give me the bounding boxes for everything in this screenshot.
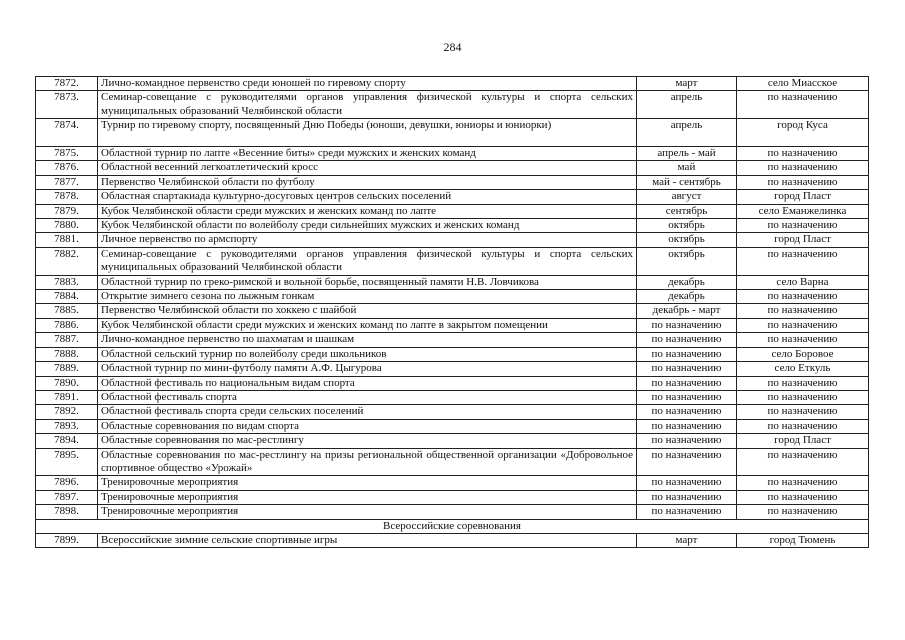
event-place: город Тюмень xyxy=(737,533,869,547)
event-name: Семинар-совещание с руководителями органов управления физической культуры и спорта сельских муниципальных образований Челябинской области xyxy=(98,247,637,275)
event-date: август xyxy=(637,190,737,204)
table-row xyxy=(36,490,869,504)
event-date: май xyxy=(637,161,737,175)
event-name: Первенство Челябинской области по футболу xyxy=(98,175,637,189)
event-date: март xyxy=(637,77,737,91)
event-number: 7893. xyxy=(36,419,98,433)
event-date: декабрь - март xyxy=(637,304,737,318)
event-number: 7899. xyxy=(36,533,98,547)
table-row xyxy=(36,190,869,204)
event-date: декабрь xyxy=(637,275,737,289)
table-row xyxy=(36,318,869,332)
event-name: Тренировочные мероприятия xyxy=(98,490,637,504)
event-name: Областные соревнования по видам спорта xyxy=(98,419,637,433)
section-header-row xyxy=(36,519,869,533)
event-number: 7892. xyxy=(36,405,98,419)
table-row xyxy=(36,247,869,275)
event-name: Открытие зимнего сезона по лыжным гонкам xyxy=(98,290,637,304)
event-place: село Еткуль xyxy=(737,362,869,376)
event-number: 7882. xyxy=(36,247,98,275)
event-place: село Боровое xyxy=(737,347,869,361)
table-row xyxy=(36,219,869,233)
event-date: декабрь xyxy=(637,290,737,304)
event-name: Лично-командное первенство среди юношей по гиревому спорту xyxy=(98,77,637,91)
event-place: по назначению xyxy=(737,290,869,304)
table-row xyxy=(36,290,869,304)
event-number: 7889. xyxy=(36,362,98,376)
table-row xyxy=(36,533,869,547)
event-place: село Миасское xyxy=(737,77,869,91)
event-name: Всероссийские зимние сельские спортивные игры xyxy=(98,533,637,547)
event-date: по назначению xyxy=(637,333,737,347)
table-row xyxy=(36,448,869,476)
event-name: Тренировочные мероприятия xyxy=(98,476,637,490)
event-date: март xyxy=(637,533,737,547)
event-place: по назначению xyxy=(737,219,869,233)
event-name: Областной весенний легкоатлетический кросс xyxy=(98,161,637,175)
event-number: 7897. xyxy=(36,490,98,504)
event-date: май - сентябрь xyxy=(637,175,737,189)
event-date: по назначению xyxy=(637,405,737,419)
event-name: Областной турнир по греко-римской и вольной борьбе, посвященный памяти Н.В. Ловчикова xyxy=(98,275,637,289)
event-date: октябрь xyxy=(637,219,737,233)
event-date: апрель xyxy=(637,91,737,119)
event-place: город Пласт xyxy=(737,434,869,448)
schedule-table-body xyxy=(36,77,869,548)
event-number: 7874. xyxy=(36,119,98,147)
table-row xyxy=(36,233,869,247)
event-number: 7881. xyxy=(36,233,98,247)
table-row xyxy=(36,175,869,189)
event-name: Первенство Челябинской области по хоккею с шайбой xyxy=(98,304,637,318)
event-number: 7896. xyxy=(36,476,98,490)
event-number: 7887. xyxy=(36,333,98,347)
schedule-table xyxy=(35,76,869,548)
event-number: 7888. xyxy=(36,347,98,361)
section-title: Всероссийские соревнования xyxy=(36,519,869,533)
event-place: по назначению xyxy=(737,161,869,175)
event-date: по назначению xyxy=(637,419,737,433)
event-name: Областные соревнования по мас-рестлингу xyxy=(98,434,637,448)
event-name: Турнир по гиревому спорту, посвященный Дню Победы (юноши, девушки, юниоры и юниорки) xyxy=(98,119,637,147)
event-place: город Куса xyxy=(737,119,869,147)
event-date: по назначению xyxy=(637,376,737,390)
event-number: 7883. xyxy=(36,275,98,289)
event-name: Областной фестиваль по национальным видам спорта xyxy=(98,376,637,390)
table-row xyxy=(36,505,869,519)
event-number: 7886. xyxy=(36,318,98,332)
table-row xyxy=(36,304,869,318)
table-row xyxy=(36,91,869,119)
event-name: Тренировочные мероприятия xyxy=(98,505,637,519)
event-number: 7877. xyxy=(36,175,98,189)
table-row xyxy=(36,347,869,361)
page-number: 284 xyxy=(443,40,462,54)
event-name: Областная спартакиада культурно-досуговых центров сельских поселений xyxy=(98,190,637,204)
table-row xyxy=(36,161,869,175)
event-number: 7885. xyxy=(36,304,98,318)
event-place: город Пласт xyxy=(737,190,869,204)
event-place: по назначению xyxy=(737,91,869,119)
event-date: по назначению xyxy=(637,318,737,332)
event-number: 7894. xyxy=(36,434,98,448)
event-place: по назначению xyxy=(737,505,869,519)
event-date: апрель - май xyxy=(637,147,737,161)
event-place: село Варна xyxy=(737,275,869,289)
event-name: Областной турнир по мини-футболу памяти А.Ф. Цыгурова xyxy=(98,362,637,376)
event-place: по назначению xyxy=(737,390,869,404)
event-date: по назначению xyxy=(637,490,737,504)
table-row xyxy=(36,405,869,419)
event-date: по назначению xyxy=(637,476,737,490)
event-date: по назначению xyxy=(637,347,737,361)
event-name: Областной фестиваль спорта xyxy=(98,390,637,404)
event-number: 7884. xyxy=(36,290,98,304)
event-place: город Пласт xyxy=(737,233,869,247)
event-place: по назначению xyxy=(737,419,869,433)
table-row xyxy=(36,333,869,347)
event-name: Кубок Челябинской области среди мужских и женских команд по лапте xyxy=(98,204,637,218)
event-number: 7898. xyxy=(36,505,98,519)
event-number: 7876. xyxy=(36,161,98,175)
table-row xyxy=(36,204,869,218)
event-date: сентябрь xyxy=(637,204,737,218)
event-date: по назначению xyxy=(637,434,737,448)
event-number: 7895. xyxy=(36,448,98,476)
table-row xyxy=(36,476,869,490)
event-name: Кубок Челябинской области среди мужских и женских команд по лапте в закрытом помещении xyxy=(98,318,637,332)
event-place: по назначению xyxy=(737,376,869,390)
event-place: село Еманжелинка xyxy=(737,204,869,218)
event-number: 7890. xyxy=(36,376,98,390)
table-row xyxy=(36,77,869,91)
event-number: 7879. xyxy=(36,204,98,218)
event-place: по назначению xyxy=(737,476,869,490)
event-number: 7878. xyxy=(36,190,98,204)
event-place: по назначению xyxy=(737,318,869,332)
event-number: 7880. xyxy=(36,219,98,233)
event-place: по назначению xyxy=(737,405,869,419)
event-date: апрель xyxy=(637,119,737,147)
event-number: 7873. xyxy=(36,91,98,119)
event-date: по назначению xyxy=(637,505,737,519)
table-row xyxy=(36,390,869,404)
event-name: Областные соревнования по мас-рестлингу на призы региональной общественной организации «Добровольное спортивное общество «Урожай» xyxy=(98,448,637,476)
table-row xyxy=(36,376,869,390)
event-place: по назначению xyxy=(737,175,869,189)
event-name: Лично-командное первенство по шахматам и шашкам xyxy=(98,333,637,347)
event-name: Областной сельский турнир по волейболу среди школьников xyxy=(98,347,637,361)
event-place: по назначению xyxy=(737,448,869,476)
event-number: 7872. xyxy=(36,77,98,91)
event-date: октябрь xyxy=(637,233,737,247)
event-place: по назначению xyxy=(737,490,869,504)
table-row xyxy=(36,434,869,448)
table-row xyxy=(36,362,869,376)
table-row xyxy=(36,119,869,147)
event-date: по назначению xyxy=(637,362,737,376)
event-place: по назначению xyxy=(737,247,869,275)
event-number: 7891. xyxy=(36,390,98,404)
event-date: по назначению xyxy=(637,390,737,404)
event-place: по назначению xyxy=(737,304,869,318)
event-place: по назначению xyxy=(737,333,869,347)
event-name: Семинар-совещание с руководителями органов управления физической культуры и спорта сельских муниципальных образований Челябинской области xyxy=(98,91,637,119)
event-name: Личное первенство по армспорту xyxy=(98,233,637,247)
table-row xyxy=(36,147,869,161)
event-name: Кубок Челябинской области по волейболу среди сильнейших мужских и женских команд xyxy=(98,219,637,233)
event-date: октябрь xyxy=(637,247,737,275)
event-place: по назначению xyxy=(737,147,869,161)
event-name: Областной турнир по лапте «Весенние биты» среди мужских и женских команд xyxy=(98,147,637,161)
event-date: по назначению xyxy=(637,448,737,476)
event-number: 7875. xyxy=(36,147,98,161)
event-name: Областной фестиваль спорта среди сельских поселений xyxy=(98,405,637,419)
table-row xyxy=(36,275,869,289)
table-row xyxy=(36,419,869,433)
